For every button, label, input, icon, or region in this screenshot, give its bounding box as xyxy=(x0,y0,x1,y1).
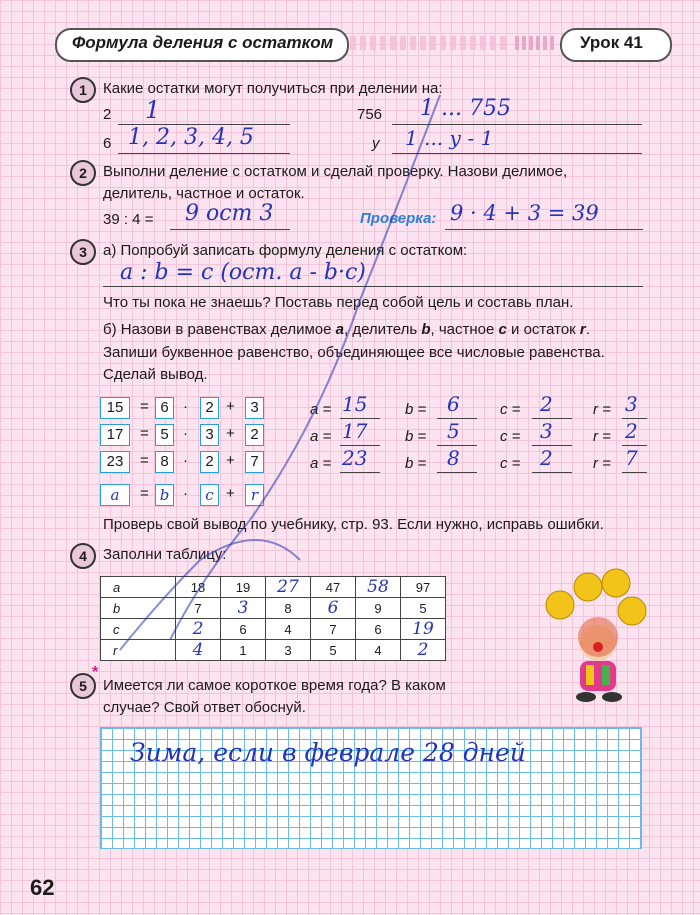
table-row xyxy=(101,598,446,619)
ex1-answer-756[interactable]: 1 ... 755 xyxy=(420,96,511,121)
eq2-r[interactable]: 2 xyxy=(625,419,638,443)
label-r: r = xyxy=(593,428,611,445)
eq3-remainder: 7 xyxy=(245,451,264,473)
dot-sign: · xyxy=(183,452,188,469)
ex2-answer[interactable]: 9 ост 3 xyxy=(185,201,274,226)
eq2-divisor: 5 xyxy=(155,424,174,446)
eq3-dividend: 23 xyxy=(100,451,130,473)
ex3-footer: Проверь свой вывод по учебнику, стр. 93. Если нужно, исправь ошибки. xyxy=(103,516,604,533)
ex1-answer-6[interactable]: 1, 2, 3, 4, 5 xyxy=(128,125,254,150)
table-cell-answer[interactable]: 58 xyxy=(356,577,401,598)
exercise-4-number: 4 xyxy=(70,543,96,569)
row-head-a: a xyxy=(101,577,176,598)
label-a: a = xyxy=(310,428,332,445)
eq-sign: = xyxy=(140,452,149,469)
table-cell: 7 xyxy=(176,598,221,619)
answer-line xyxy=(622,472,647,473)
eq1-remainder: 3 xyxy=(245,397,264,419)
plus-sign: + xyxy=(226,485,235,502)
eq1-a[interactable]: 15 xyxy=(342,392,368,416)
star-mark: * xyxy=(92,664,99,681)
eq3-c[interactable]: 2 xyxy=(540,446,553,470)
table-cell: 1 xyxy=(221,640,266,661)
row-head-b: b xyxy=(101,598,176,619)
exercise-5-line2: случае? Свой ответ обоснуй. xyxy=(103,699,306,716)
ex3-a-answer-line xyxy=(103,286,643,287)
table-cell-answer[interactable]: 19 xyxy=(401,619,446,640)
eq1-b[interactable]: 6 xyxy=(447,392,460,416)
table-cell: 6 xyxy=(356,619,401,640)
label-r: r = xyxy=(593,455,611,472)
ex3-a-answer[interactable]: a : b = c (ост. a - b·c) xyxy=(120,260,366,285)
ex3-a-question: Что ты пока не знаешь? Поставь перед собой цель и составь план. xyxy=(103,294,574,311)
label-a: a = xyxy=(310,401,332,418)
table-cell-answer[interactable]: 2 xyxy=(176,619,221,640)
eq2-a[interactable]: 17 xyxy=(342,419,368,443)
ex1-answer-2[interactable]: 1 xyxy=(145,96,161,124)
table-cell-answer[interactable]: 6 xyxy=(311,598,356,619)
table-cell: 4 xyxy=(356,640,401,661)
table-row xyxy=(101,619,446,640)
eq2-quotient: 3 xyxy=(200,424,219,446)
ex2-check-answer[interactable]: 9 · 4 + 3 = 39 xyxy=(450,201,599,225)
exercise-2-line2: делитель, частное и остаток. xyxy=(103,185,305,202)
eq2-dividend: 17 xyxy=(100,424,130,446)
eq-sign: = xyxy=(140,398,149,415)
label-a: a = xyxy=(310,455,332,472)
formula-letter-b[interactable]: b xyxy=(155,484,174,506)
answer-line xyxy=(532,472,572,473)
table-cell-answer[interactable]: 3 xyxy=(221,598,266,619)
dot-sign: · xyxy=(183,425,188,442)
eq-sign: = xyxy=(140,485,149,502)
exercise-1-number: 1 xyxy=(70,77,96,103)
eq1-c[interactable]: 2 xyxy=(540,392,553,416)
ex3-b-line2: Запиши буквенное равенство, объединяющее все числовые равенства. xyxy=(103,344,605,361)
table-cell: 18 xyxy=(176,577,221,598)
plus-sign: + xyxy=(226,398,235,415)
label-b: b = xyxy=(405,401,427,418)
exercise-5-line1: Имеется ли самое короткое время года? В каком xyxy=(103,677,446,694)
table-cell: 6 xyxy=(221,619,266,640)
exercise-2-number: 2 xyxy=(70,160,96,186)
table-cell: 4 xyxy=(266,619,311,640)
table-cell: 97 xyxy=(401,577,446,598)
ex3-b-line3: Сделай вывод. xyxy=(103,366,208,383)
table-cell: 19 xyxy=(221,577,266,598)
formula-letter-r[interactable]: r xyxy=(245,484,264,506)
ex1-divisor-6: 6 xyxy=(103,135,112,152)
answer-line xyxy=(437,472,477,473)
ex1-divisor-y: у xyxy=(372,135,380,152)
eq3-divisor: 8 xyxy=(155,451,174,473)
formula-letter-c[interactable]: c xyxy=(200,484,219,506)
eq1-divisor: 6 xyxy=(155,397,174,419)
plus-sign: + xyxy=(226,452,235,469)
table-cell: 7 xyxy=(311,619,356,640)
plus-sign: + xyxy=(226,425,235,442)
header-stripes xyxy=(350,36,510,50)
exercise-4-prompt: Заполни таблицу: xyxy=(103,546,227,563)
ex1-divisor-2: 2 xyxy=(103,106,112,123)
check-label: Проверка: xyxy=(360,210,437,227)
ex1-answer-line xyxy=(392,153,642,154)
dot-sign: · xyxy=(183,485,188,502)
eq3-b[interactable]: 8 xyxy=(447,446,460,470)
table-cell: 5 xyxy=(401,598,446,619)
lesson-label: Урок 41 xyxy=(580,33,643,52)
ex5-answer[interactable]: Зима, если в феврале 28 дней xyxy=(130,738,526,767)
row-head-r: r xyxy=(101,640,176,661)
row-head-c: c xyxy=(101,619,176,640)
table-cell-answer[interactable]: 2 xyxy=(401,640,446,661)
page-title: Формула деления с остатком xyxy=(72,33,334,52)
label-b: b = xyxy=(405,428,427,445)
eq1-dividend: 15 xyxy=(100,397,130,419)
table-cell: 8 xyxy=(266,598,311,619)
ex2-expression: 39 : 4 = xyxy=(103,211,154,228)
exercise-2-line1: Выполни деление с остатком и сделай проверку. Назови делимое, xyxy=(103,163,568,180)
answer-line xyxy=(340,472,380,473)
table-cell-answer[interactable]: 4 xyxy=(176,640,221,661)
table-cell: 9 xyxy=(356,598,401,619)
eq1-quotient: 2 xyxy=(200,397,219,419)
eq2-c[interactable]: 3 xyxy=(540,419,553,443)
table-cell: 5 xyxy=(311,640,356,661)
eq3-a[interactable]: 23 xyxy=(342,446,368,470)
label-c: c = xyxy=(500,401,521,418)
table-row xyxy=(101,577,446,598)
page-number: 62 xyxy=(30,875,55,900)
ex1-divisor-756: 756 xyxy=(357,106,383,123)
dot-sign: · xyxy=(183,398,188,415)
label-b: b = xyxy=(405,455,427,472)
label-r: r = xyxy=(593,401,611,418)
ex1-answer-line xyxy=(392,124,642,125)
ex2-answer-line xyxy=(170,229,290,230)
ex3-b-line1: б) Назови в равенствах делимое a, делитель b, частное c и остаток r. xyxy=(103,321,590,338)
eq-sign: = xyxy=(140,425,149,442)
clown-illustration xyxy=(530,565,650,705)
eq2-b[interactable]: 5 xyxy=(447,419,460,443)
formula-letter-a[interactable]: a xyxy=(100,484,130,506)
label-c: c = xyxy=(500,428,521,445)
eq3-r[interactable]: 7 xyxy=(625,446,638,470)
table-cell: 3 xyxy=(266,640,311,661)
table-row xyxy=(101,640,446,661)
ex1-answer-y[interactable]: 1 ... у - 1 xyxy=(405,126,494,150)
header-stripes-accent xyxy=(515,36,555,50)
exercise-5-number: 5 xyxy=(70,673,96,699)
exercise-3-number: 3 xyxy=(70,239,96,265)
eq2-remainder: 2 xyxy=(245,424,264,446)
eq1-r[interactable]: 3 xyxy=(625,392,638,416)
exercise-1-prompt: Какие остатки могут получиться при делении на: xyxy=(103,80,443,97)
ex2-check-line xyxy=(445,229,643,230)
table-cell-answer[interactable]: 27 xyxy=(266,577,311,598)
division-table xyxy=(100,576,446,661)
label-c: c = xyxy=(500,455,521,472)
table-cell: 47 xyxy=(311,577,356,598)
ex3-a-prompt: а) Попробуй записать формулу деления с остатком: xyxy=(103,242,468,259)
ex1-answer-line xyxy=(118,153,290,154)
eq3-quotient: 2 xyxy=(200,451,219,473)
